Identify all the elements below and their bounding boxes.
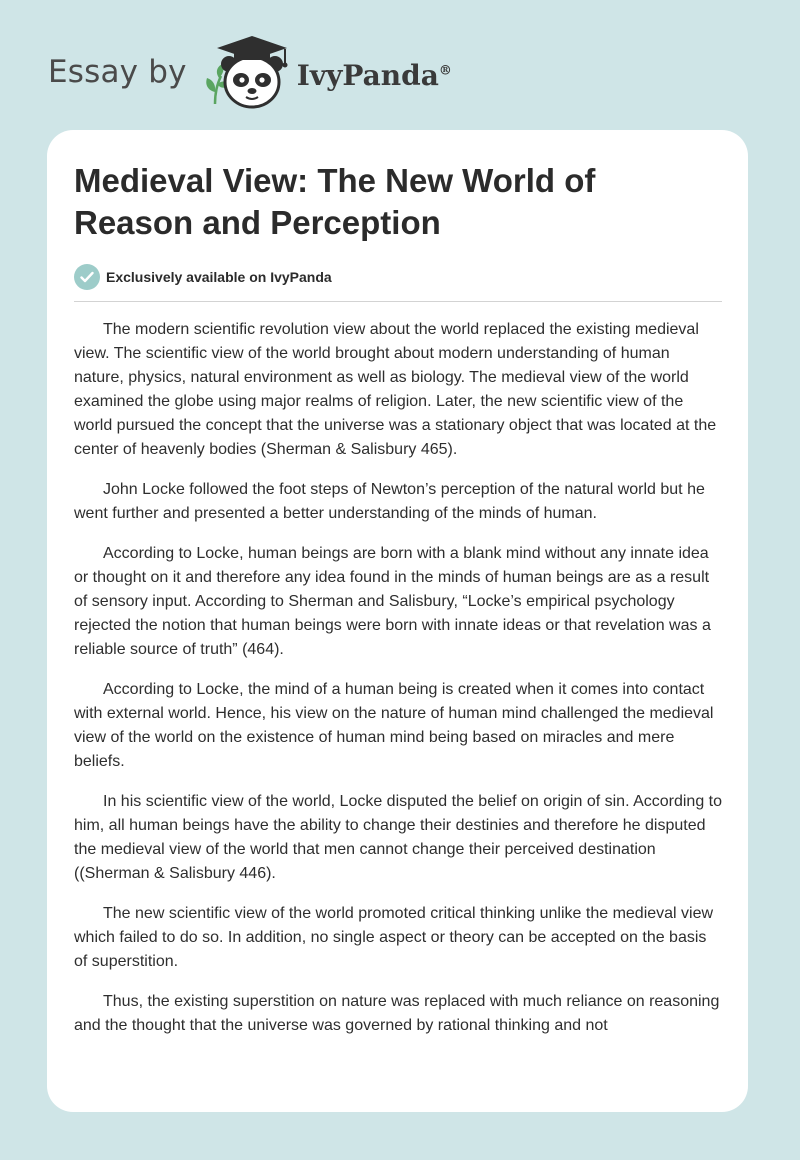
essay-body — [74, 318, 722, 1038]
badge-text: Exclusively available on IvyPanda — [106, 269, 332, 285]
divider — [74, 301, 722, 302]
essay-paragraph: John Locke followed the foot steps of Newton’s perception of the natural world but he went further and presented a better understanding of the minds of human. — [74, 481, 705, 522]
page-title: Medieval View: The New World of Reason and Perception — [74, 162, 596, 241]
exclusive-badge — [74, 263, 722, 291]
essay-paragraph: Thus, the existing superstition on nature was replaced with much reliance on reasoning and the thought that the universe was governed by rational thinking and not — [74, 993, 720, 1034]
panda-logo-icon — [201, 34, 293, 110]
essay-card — [47, 130, 748, 1112]
essay-paragraph: In his scientific view of the world, Locke disputed the belief on origin of sin. According to him, all human beings have the ability to change their destinies and therefore he disputed the medieval view of the world that men cannot change their perceived destination ((Sherman & Salisbury 446). — [74, 793, 723, 882]
essay-paragraph: The modern scientific revolution view about the world replaced the existing medieval view. The scientific view of the world brought about modern understanding of human nature, physics, natural environment as well as biology. The medieval view of the world examined the globe using major realms of religion. Later, the new scientific view of the world pursued the concept that the universe was a stationary object that was located at the center of heavenly bodies (Sherman & Salisbury 465). — [74, 321, 717, 458]
essay-paragraph: According to Locke, human beings are born with a blank mind without any innate idea or thought on it and therefore any idea found in the minds of human beings are as a result of sensory input. According to Sherman and Salisbury, “Locke’s empirical psychology rejected the notion that human beings were born with innate ideas or that revelation was a reliable source of truth” (464). — [74, 545, 711, 658]
essay-paragraph: According to Locke, the mind of a human being is created when it comes into contact with external world. Hence, his view on the nature of human mind challenged the medieval view of the world on the existence of human mind being based on miracles and mere beliefs. — [74, 681, 714, 770]
registered-mark: ® — [438, 63, 452, 79]
brand-prefix: Essay by — [48, 54, 187, 90]
brand-header[interactable] — [48, 34, 452, 110]
brand-name-text: IvyPanda — [296, 58, 439, 92]
check-icon — [74, 264, 100, 290]
essay-paragraph: The new scientific view of the world promoted critical thinking unlike the medieval view which failed to do so. In addition, no single aspect or theory can be accepted on the basis of superstition. — [74, 905, 714, 970]
brand-name — [297, 59, 452, 92]
